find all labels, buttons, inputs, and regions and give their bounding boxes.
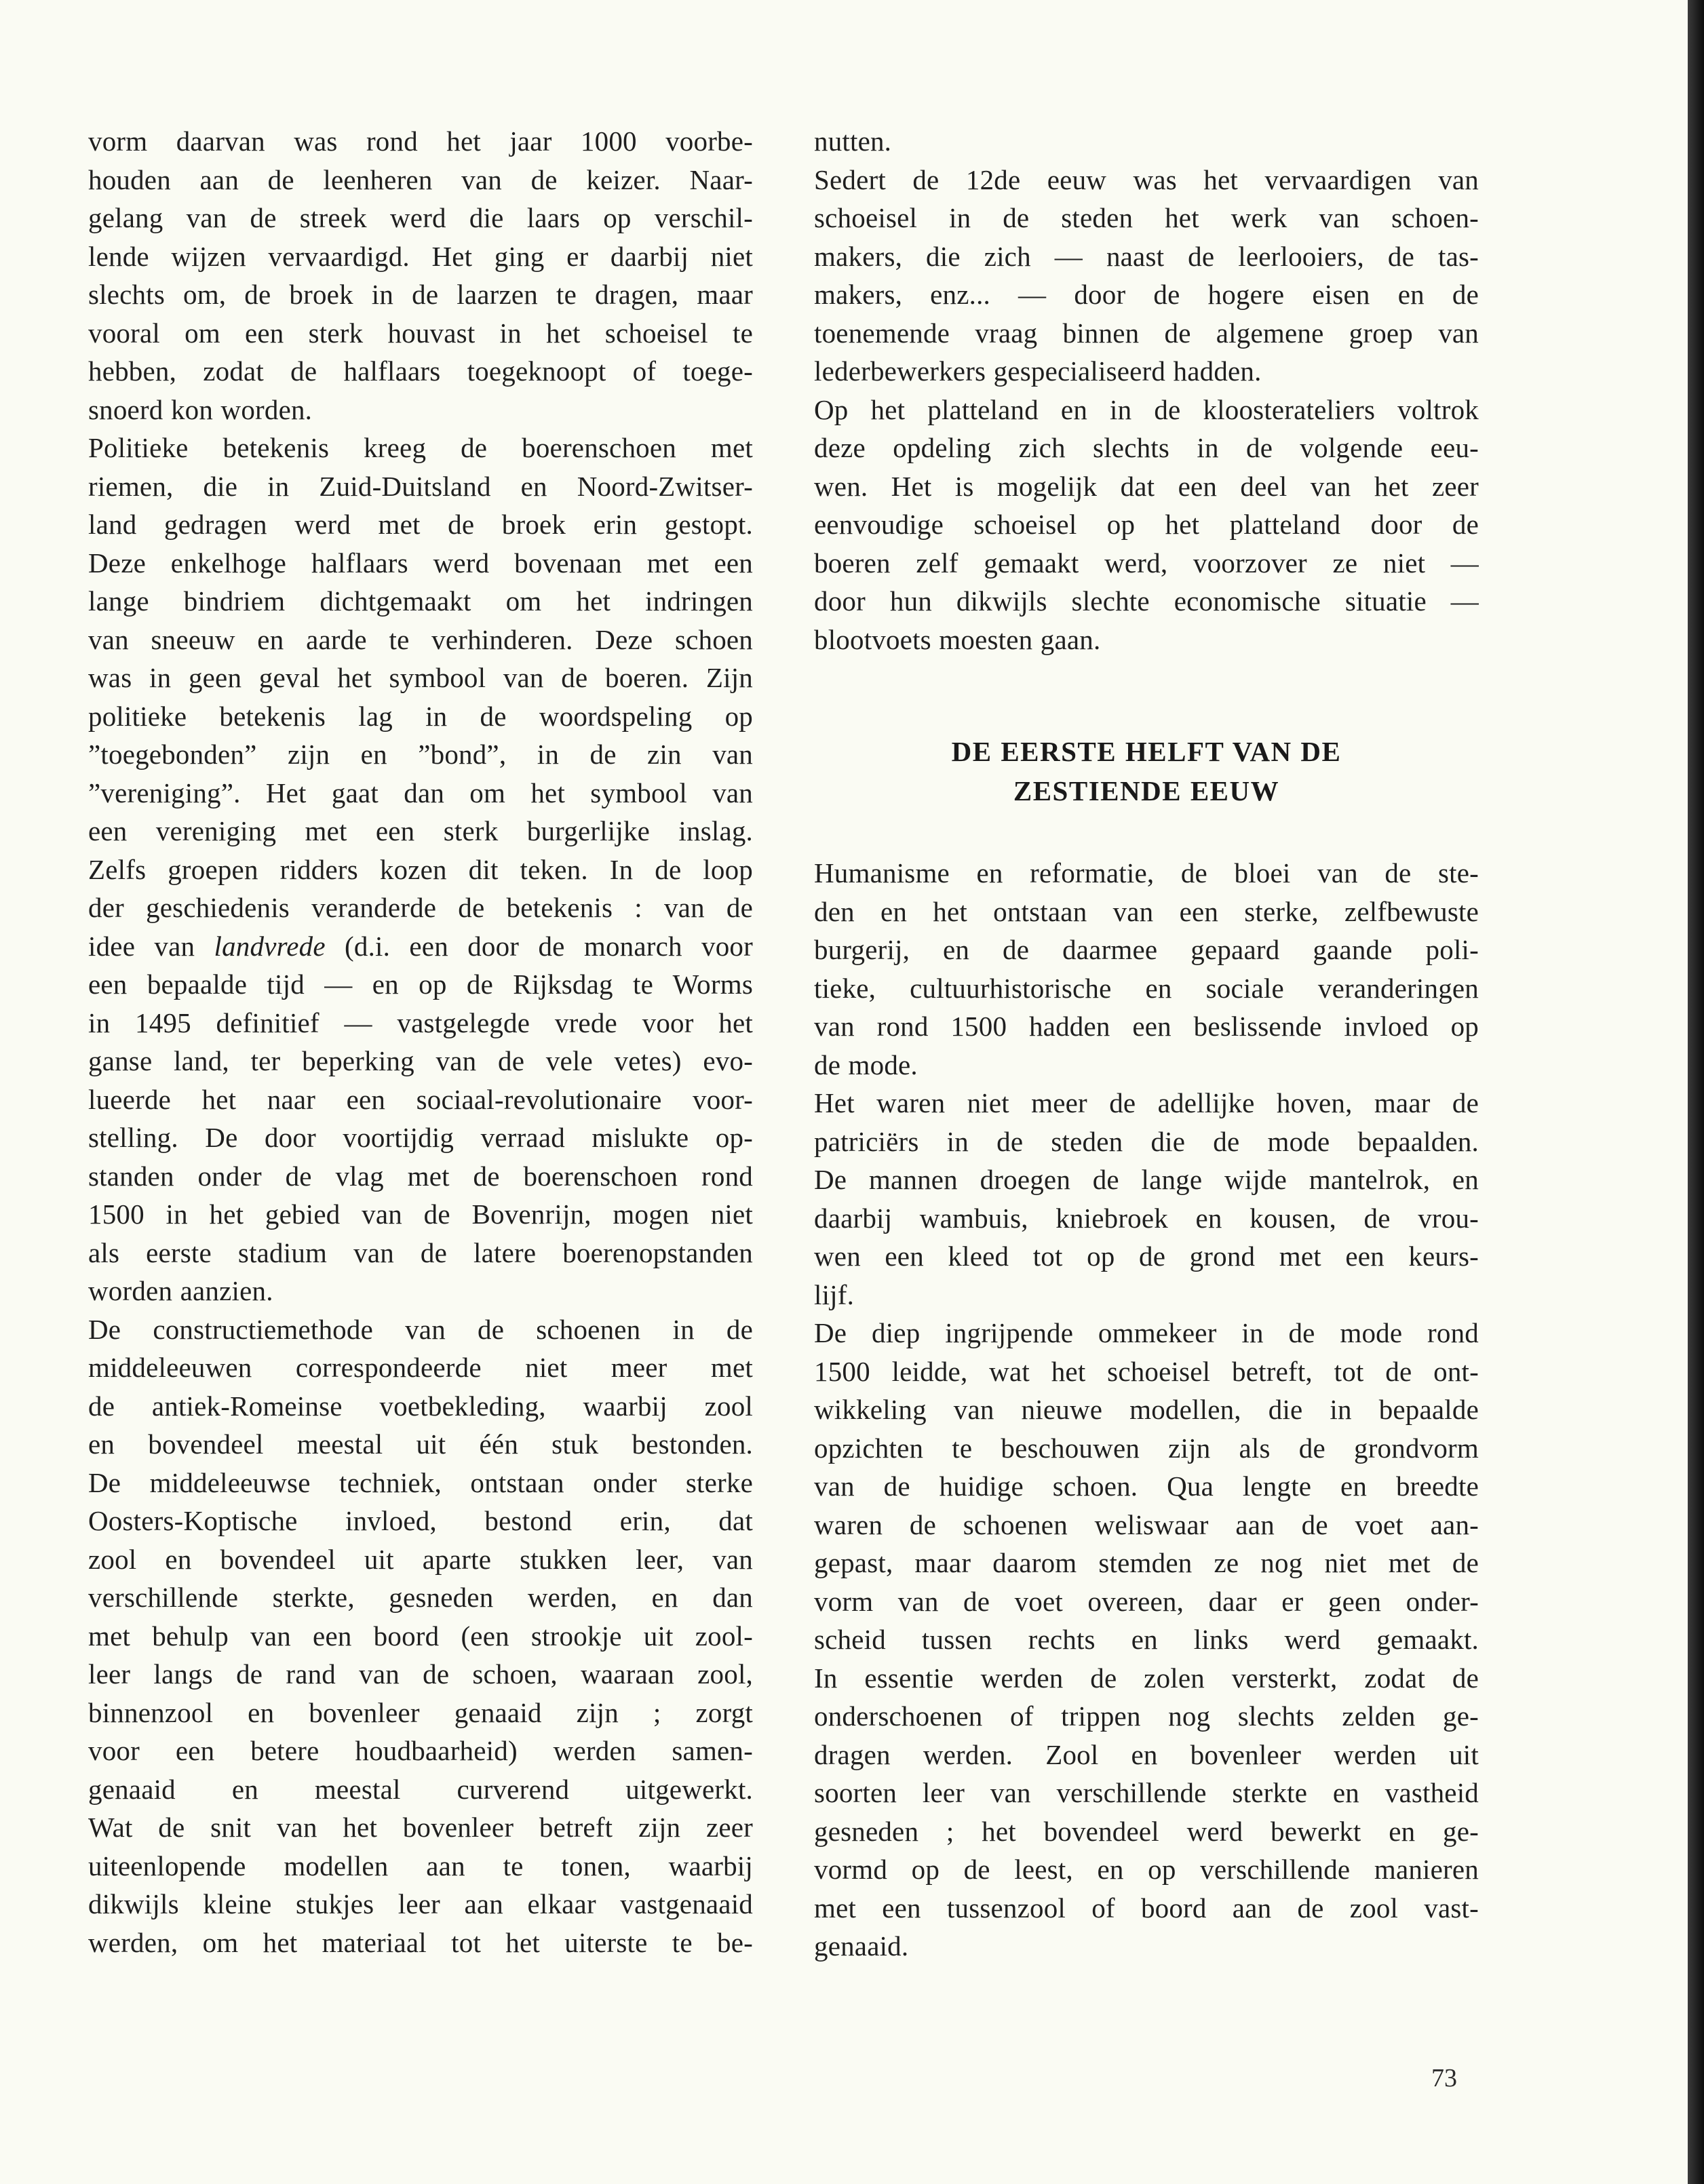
text-line: toenemende vraag binnen de algemene groep van <box>814 317 1479 349</box>
text-line: verschillende sterkte, gesneden werden, en dan <box>88 1582 753 1613</box>
text-line: hebben, zodat de halflaars toegeknoopt of toege- <box>88 355 753 387</box>
text-line: Het waren niet meer de adellijke hoven, maar de <box>814 1087 1479 1118</box>
text-line: burgerij, en de daarmee gepaard gaande poli- <box>814 934 1479 965</box>
text-line: Humanisme en reformatie, de bloei van de ste- <box>814 857 1479 889</box>
text-line: ”toegebonden” zijn en ”bond”, in de zin van <box>88 739 753 770</box>
text-line: de antiek-Romeinse voetbekleding, waarbij zool <box>88 1390 753 1422</box>
text-line: 1500 leidde, wat het schoeisel betreft, tot de ont- <box>814 1355 1479 1387</box>
text-line: met behulp van een boord (een strookje uit zool- <box>88 1620 753 1652</box>
text-line: makers, die zich — naast de leerlooiers, de tas- <box>814 240 1479 272</box>
text-line: eenvoudige schoeisel op het platteland door de <box>814 509 1479 540</box>
text-line: vorm daarvan was rond het jaar 1000 voorbe- <box>88 125 753 157</box>
text-line: 1500 in het gebied van de Bovenrijn, mogen niet <box>88 1198 753 1230</box>
text-line: dragen werden. Zool en bovenleer werden uit <box>814 1738 1479 1770</box>
text-line: wen. Het is mogelijk dat een deel van het zeer <box>814 470 1479 502</box>
text-line: politieke betekenis lag in de woordspeling op <box>88 700 753 732</box>
text-line: opzichten te beschouwen zijn als de grondvorm <box>814 1432 1479 1464</box>
text-line: patriciërs in de steden die de mode bepaalden. <box>814 1125 1479 1157</box>
text-line: was in geen geval het symbool van de boeren. Zijn <box>88 662 753 693</box>
text-line: dikwijls kleine stukjes leer aan elkaar vastgenaaid <box>88 1888 753 1919</box>
text-line: deze opdeling zich slechts in de volgende eeu- <box>814 432 1479 463</box>
text-line: middeleeuwen correspondeerde niet meer met <box>88 1352 753 1383</box>
text-line: snoerd kon worden. <box>88 393 313 425</box>
text-line: daarbij wambuis, kniebroek en kousen, de vrou- <box>814 1202 1479 1234</box>
text-line: standen onder de vlag met de boerenschoen rond <box>88 1160 753 1192</box>
text-line: vorm van de voet overeen, daar er geen onder- <box>814 1585 1479 1617</box>
text-line: van rond 1500 hadden een beslissende invloed op <box>814 1011 1479 1042</box>
page-edge-shadow <box>1688 0 1704 2184</box>
text-line: waren de schoenen weliswaar aan de voet aan- <box>814 1508 1479 1540</box>
text-line: den en het ontstaan van een sterke, zelfbewuste <box>814 895 1479 927</box>
text-line: nutten. <box>814 125 892 157</box>
text-line: lijf. <box>814 1279 855 1310</box>
text-line: slechts om, de broek in de laarzen te dragen, maar <box>88 279 753 310</box>
text-line-with-italic <box>88 927 753 966</box>
text-line: en bovendeel meestal uit één stuk bestonden. <box>88 1428 753 1460</box>
text-line: scheid tussen rechts en links werd gemaakt. <box>814 1624 1479 1655</box>
section-spacer <box>814 659 1479 732</box>
text-line: Oosters-Koptische invloed, bestond erin, dat <box>88 1505 753 1536</box>
text-line: Politieke betekenis kreeg de boerenschoen met <box>88 432 753 463</box>
text-line: onderschoenen of trippen nog slechts zelden ge- <box>814 1700 1479 1732</box>
text-line: in 1495 definitief — vastgelegde vrede voor het <box>88 1007 753 1038</box>
text-line: leer langs de rand van de schoen, waaraan zool, <box>88 1658 753 1690</box>
italic-term: landvrede <box>214 930 326 962</box>
text-line: van sneeuw en aarde te verhinderen. Deze schoen <box>88 623 753 655</box>
section-heading <box>814 732 1479 811</box>
page-number: 73 <box>1431 2064 1457 2092</box>
text-line: riemen, die in Zuid-Duitsland en Noord-Zwitser- <box>88 470 753 502</box>
text-line: der geschiedenis veranderde de betekenis : van de <box>88 892 753 923</box>
text-line: voor een betere houdbaarheid) werden samen- <box>88 1735 753 1766</box>
text-line: worden aanzien. <box>88 1275 273 1306</box>
text-line: door hun dikwijls slechte economische situatie — <box>814 585 1479 617</box>
text-line: soorten leer van verschillende sterkte en vastheid <box>814 1777 1479 1808</box>
text-line: Zelfs groepen ridders kozen dit teken. In de loop <box>88 853 753 885</box>
text-line: De mannen droegen de lange wijde mantelrok, en <box>814 1164 1479 1195</box>
text-line: genaaid en meestal curverend uitgewerkt. <box>88 1773 753 1805</box>
text-line: lende wijzen vervaardigd. Het ging er daarbij niet <box>88 240 753 272</box>
text-line: ”vereniging”. Het gaat dan om het symbool van <box>88 777 753 808</box>
text-line: gesneden ; het bovendeel werd bewerkt en ge- <box>814 1815 1479 1847</box>
heading-line: DE EERSTE HELFT VAN DE <box>951 736 1342 767</box>
text-line: van de huidige schoen. Qua lengte en breedte <box>814 1470 1479 1502</box>
text-line: Sedert de 12de eeuw was het vervaardigen van <box>814 163 1479 195</box>
text-line: ganse land, ter beperking van de vele vetes) evo- <box>88 1045 753 1076</box>
text-line: lederbewerkers gespecialiseerd hadden. <box>814 355 1262 387</box>
text-line: blootvoets moesten gaan. <box>814 623 1101 655</box>
text-line: gepast, maar daarom stemden ze nog niet met de <box>814 1547 1479 1578</box>
text-line: idee van landvrede (d.i. een door de monarch voor <box>88 930 753 962</box>
text-line: wikkeling van nieuwe modellen, die in bepaalde <box>814 1394 1479 1425</box>
section-spacer <box>814 811 1479 854</box>
text-line: De middeleeuwse techniek, ontstaan onder sterke <box>88 1466 753 1498</box>
text-line: schoeisel in de steden het werk van schoen- <box>814 202 1479 233</box>
text-line: lange bindriem dichtgemaakt om het indringen <box>88 585 753 617</box>
text-line: vormd op de leest, en op verschillende manieren <box>814 1854 1479 1885</box>
text-line: land gedragen werd met de broek erin gestopt. <box>88 509 753 540</box>
text-line: uiteenlopende modellen aan te tonen, waarbij <box>88 1850 753 1881</box>
text-line: Wat de snit van het bovenleer betreft zijn zeer <box>88 1812 753 1843</box>
right-text-column <box>814 122 1479 1966</box>
text-line: makers, enz... — door de hogere eisen en de <box>814 279 1479 310</box>
text-line: met een tussenzool of boord aan de zool vast- <box>814 1892 1479 1924</box>
text-line: Op het platteland en in de kloosterateliers voltrok <box>814 393 1479 425</box>
text-line: de mode. <box>814 1049 918 1080</box>
left-text-column <box>88 122 753 1962</box>
text-line: Deze enkelhoge halflaars werd bovenaan met een <box>88 547 753 579</box>
text-line: stelling. De door voortijdig verraad mislukte op- <box>88 1122 753 1153</box>
text-line: een bepaalde tijd — en op de Rijksdag te Worms <box>88 969 753 1000</box>
text-line: wen een kleed tot op de grond met een keurs- <box>814 1241 1479 1272</box>
text-line: houden aan de leenheren van de keizer. Naar- <box>88 163 753 195</box>
text-line: In essentie werden de zolen versterkt, zodat de <box>814 1662 1479 1694</box>
text-line: De diep ingrijpende ommekeer in de mode rond <box>814 1317 1479 1348</box>
heading-line: ZESTIENDE EEUW <box>1013 775 1280 806</box>
text-line: als eerste stadium van de latere boerenopstanden <box>88 1236 753 1268</box>
text-line: vooral om een sterk houvast in het schoeisel te <box>88 317 753 349</box>
text-line: boeren zelf gemaakt werd, voorzover ze niet — <box>814 547 1479 579</box>
text-line: een vereniging met een sterk burgerlijke inslag. <box>88 815 753 846</box>
text-line: genaaid. <box>814 1930 909 1962</box>
text-line: tieke, cultuurhistorische en sociale veranderingen <box>814 972 1479 1004</box>
text-line: zool en bovendeel uit aparte stukken leer, van <box>88 1543 753 1575</box>
text-line: De constructiemethode van de schoenen in de <box>88 1313 753 1345</box>
text-line: lueerde het naar een sociaal-revolutionaire voor- <box>88 1083 753 1115</box>
text-line: gelang van de streek werd die laars op verschil- <box>88 202 753 233</box>
text-line: werden, om het materiaal tot het uiterste te be- <box>88 1926 753 1958</box>
text-line: binnenzool en bovenleer genaaid zijn ; zorgt <box>88 1696 753 1728</box>
